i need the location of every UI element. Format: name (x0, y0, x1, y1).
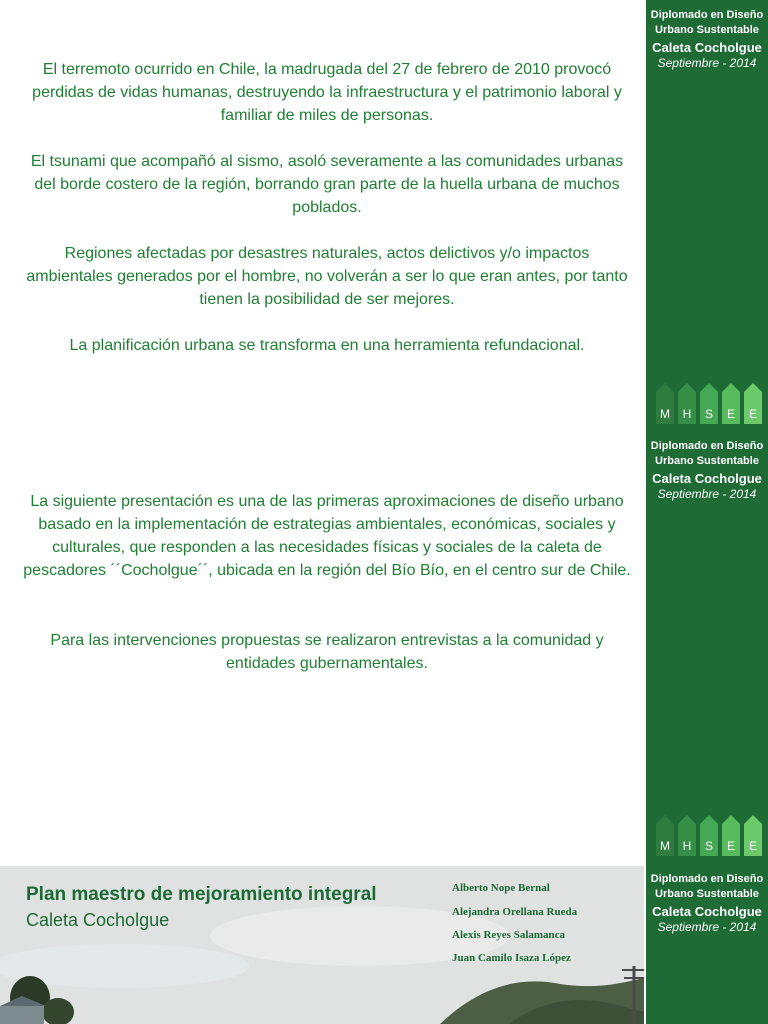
card-line-diplomado: Diplomado en Diseño (650, 440, 764, 452)
logo-letter-e1: E (726, 407, 736, 421)
card-line-urbano: Urbano Sustentable (655, 888, 759, 900)
author-name: Juan Camilo Isaza López (452, 952, 571, 964)
sidebar-card-top (646, 8, 768, 71)
plan-subtitle: Caleta Cocholgue (26, 910, 170, 930)
plan-title: Plan maestro de mejoramiento integral (26, 884, 377, 905)
card-line-diplomado: Diplomado en Diseño (650, 9, 764, 21)
logo-letter-h: H (682, 407, 692, 421)
paragraph-terremoto: El terremoto ocurrido en Chile, la madrugada del 27 de febrero de 2010 provocó perdidas de vidas humanas, destruyendo la infraestructura y el patrimonio laboral y familiar de miles de personas. (32, 61, 622, 124)
logo-letter-h: H (682, 839, 692, 853)
sidebar (646, 0, 768, 1024)
mhsee-logo (654, 812, 764, 860)
card-line-caleta: Caleta Cocholgue (652, 904, 762, 919)
author-name: Alejandra Orellana Rueda (452, 906, 578, 918)
sidebar-card-bottom (646, 872, 768, 935)
paragraph-tsunami: El tsunami que acompañó al sismo, asoló severamente a las comunidades urbanas del borde costero de la región, borrando gran parte de la huella urbana de muchos poblados. (30, 153, 624, 216)
author-name: Alberto Nope Bernal (452, 882, 550, 894)
paragraph-regiones: Regiones afectadas por desastres naturales, actos delictivos y/o impactos ambientales generados por el hombre, no volverán a ser lo que eran antes, por tanto tienen la posibilidad de ser mejores. (26, 245, 628, 308)
author-name: Alexis Reyes Salamanca (452, 929, 566, 941)
card-line-diplomado: Diplomado en Diseño (650, 873, 764, 885)
logo-letter-e2: E (748, 407, 758, 421)
sidebar-card-middle (646, 439, 768, 502)
logo-letter-e1: E (726, 839, 736, 853)
card-line-urbano: Urbano Sustentable (655, 24, 759, 36)
logo-letter-m: M (660, 407, 670, 421)
card-line-caleta: Caleta Cocholgue (652, 471, 762, 486)
paragraph-intervenciones: Para las intervenciones propuestas se realizaron entrevistas a la comunidad y entidades gubernamentales. (50, 632, 604, 672)
card-line-fecha: Septiembre - 2014 (657, 487, 757, 501)
house (0, 1006, 44, 1024)
logo-letter-m: M (660, 839, 670, 853)
card-line-urbano: Urbano Sustentable (655, 455, 759, 467)
logo-letter-s: S (704, 407, 714, 421)
logo-letter-s: S (704, 839, 714, 853)
paragraph-presentacion: La siguiente presentación es una de las primeras aproximaciones de diseño urbano basado en la implementación de estrategias ambientales, económicas, sociales y culturales, que responden a las necesidades físicas y sociales de la caleta de pescadores ´´Cocholgue´´, ubicada en la región del Bío Bío, en el centro sur de Chile. (23, 493, 631, 579)
card-line-caleta: Caleta Cocholgue (652, 40, 762, 55)
card-line-fecha: Septiembre - 2014 (657, 56, 757, 70)
paragraph-planificacion: La planificación urbana se transforma en una herramienta refundacional. (69, 337, 585, 354)
cover-banner (0, 866, 644, 1024)
card-line-fecha: Septiembre - 2014 (657, 920, 757, 934)
mhsee-logo (654, 380, 764, 428)
logo-letter-e2: E (748, 839, 758, 853)
